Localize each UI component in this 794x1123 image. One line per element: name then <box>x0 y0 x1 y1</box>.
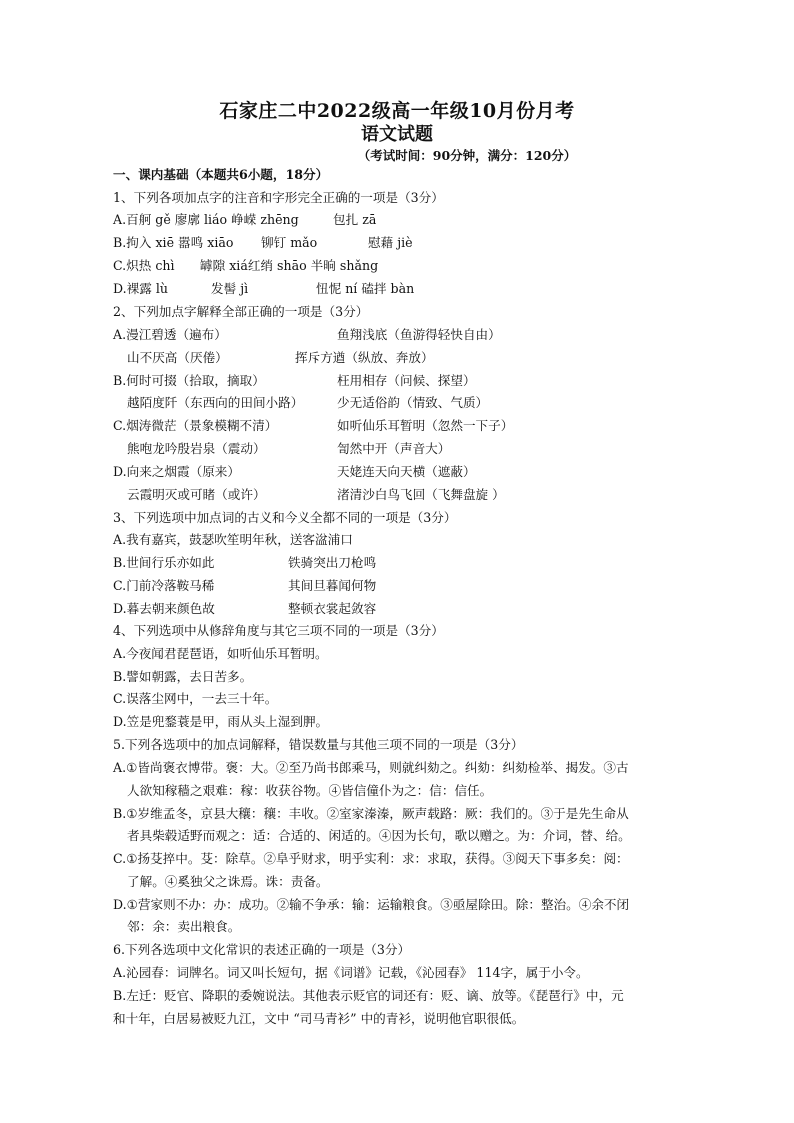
q1-b-part3: 慰藉 jiè <box>368 235 413 250</box>
q4-option-a: A.今夜闻君琵琶语，如听仙乐耳暂明。 <box>113 646 328 661</box>
q2-b1-right: 枉用相存（问候、探望） <box>337 373 476 388</box>
q2-a2-right: 挥斥方遒（纵放、奔放） <box>295 350 434 365</box>
q3-d-left: D.暮去朝来颜色故 <box>113 601 215 616</box>
q5-option-c-line2: 了解。④奚独父之诛焉。诛：责备。 <box>127 874 329 889</box>
q3-c-left: C.门前冷落鞍马稀 <box>113 578 215 593</box>
q3-option-d <box>113 600 377 618</box>
q3-b-left: B.世间行乐亦如此 <box>113 555 215 570</box>
q5-option-d-line2: 邻：余：卖出粮食。 <box>127 919 241 934</box>
q4-stem: 4、下列选项中从修辞角度与其它三项不同的一项是（3分） <box>113 623 444 638</box>
q1-a-part2: 包扎 zā <box>333 212 377 227</box>
q5-option-b-line1: B.①岁维孟冬，京县大穰：穰：丰收。②室家溱溱，厥声载路：厥：我们的。③于是先生命从 <box>113 806 629 821</box>
q5-stem: 5.下列各选项中的加点词解释，错误数量与其他三项不同的一项是（3分） <box>113 737 524 752</box>
q4-option-d: D.笠是兜鍪蓑是甲，雨从头上湿到胛。 <box>113 714 329 729</box>
q1-b-part2: 铆钉 mǎo <box>261 235 318 250</box>
section-heading: 一、课内基础（本题共6小题，18分） <box>113 167 329 182</box>
q2-option-b-line2 <box>127 394 489 412</box>
q1-c-part2: 罅隙 xiá红绡 shāo 半晌 shǎng <box>200 258 379 273</box>
q4-option-b: B.譬如朝露，去日苦多。 <box>113 669 253 684</box>
q1-option-c <box>113 257 379 275</box>
q3-option-b <box>113 554 377 572</box>
q5-option-a-line2: 人欲知稼穑之艰难：稼：收获谷物。④皆信僮仆为之：信：信任。 <box>127 783 493 798</box>
q1-option-b <box>113 234 413 252</box>
q1-c-part1: C.炽热 chì <box>113 258 175 273</box>
q2-d1-right: 天姥连天向天横（遮蔽） <box>337 464 476 479</box>
q2-b2-left: 越陌度阡（东西向的田间小路） <box>127 395 304 410</box>
q2-option-d-line1 <box>113 463 476 481</box>
q2-c1-right: 如听仙乐耳暂明（忽然一下子） <box>337 418 514 433</box>
exam-subtitle: 语文试题 <box>361 124 433 145</box>
q1-d-part3: 忸怩 ní 磕拌 bàn <box>316 281 415 296</box>
q6-option-a: A.沁园春：词牌名。词又叫长短句，据《词谱》记载，《沁园春》 114字，属于小令。 <box>113 965 589 980</box>
q3-c-right: 其间旦暮闻何物 <box>288 578 377 593</box>
q1-b-part1: B.拘入 xiē 嚣鸣 xiāo <box>113 235 234 250</box>
q1-stem: 1、下列各项加点字的注音和字形完全正确的一项是（3分） <box>113 190 444 205</box>
q2-option-c-line2 <box>127 440 451 458</box>
q3-d-right: 整顿衣裳起敛容 <box>288 601 377 616</box>
q2-a2-left: 山不厌高（厌倦） <box>127 350 228 365</box>
q5-option-c-line1: C.①扬芟捽中。芟：除草。②阜乎财求，明乎实利：求：求取，获得。③阅天下事多矣：阅： <box>113 851 629 866</box>
q1-option-a <box>113 211 377 229</box>
q6-option-b-line1: B.左迁：贬官、降职的委婉说法。其他表示贬官的词还有：贬、谪、放等。《琵琶行》中，元 <box>113 988 624 1003</box>
q2-option-b-line1 <box>113 372 476 390</box>
q2-b2-right: 少无适俗韵（情致、气质） <box>337 395 489 410</box>
q1-d-part2: 发髻 jì <box>211 281 249 296</box>
q4-option-c: C.误落尘网中，一去三十年。 <box>113 691 278 706</box>
exam-title: 石家庄二中2022级高一年级10月份月考 <box>219 100 575 122</box>
q2-option-a-line1 <box>113 326 501 344</box>
q2-c1-left: C.烟涛微茫（景象模糊不清） <box>113 418 278 433</box>
q2-d1-left: D.向来之烟霞（原来） <box>113 464 240 479</box>
q1-option-d <box>113 280 415 298</box>
q2-option-d-line2 <box>127 486 505 504</box>
q5-option-a-line1: A.①皆尚褒衣博带。褒：大。②至乃尚书郎乘马，则就纠劾之。纠劾：纠劾检举、揭发。③古 <box>113 760 629 775</box>
q2-d2-left: 云霞明灭或可睹（或许） <box>127 487 266 502</box>
q2-d2-right: 渚清沙白鸟飞回（飞舞盘旋 ） <box>337 487 505 502</box>
q2-c2-right: 訇然中开（声音大） <box>337 441 451 456</box>
q2-option-a-line2 <box>127 349 434 367</box>
q1-d-part1: D.裸露 lù <box>113 281 168 296</box>
q5-option-b-line2: 者具柴毂适野而观之：适：合适的、闲适的。④因为长句，歌以赠之。为：介词，替、给。 <box>127 828 631 843</box>
q3-option-a: A.我有嘉宾，鼓瑟吹笙明年秋，送客湓浦口 <box>113 532 353 547</box>
exam-info: （考试时间：90分钟，满分：120分） <box>357 148 577 163</box>
q6-option-b-line2: 和十年，白居易被贬九江，文中 “司马青衫” 中的青衫，说明他官职很低。 <box>113 1011 525 1026</box>
q2-stem: 2、下列加点字解释全部正确的一项是（3分） <box>113 304 369 319</box>
q2-option-c-line1 <box>113 417 514 435</box>
q2-c2-left: 熊咆龙吟殷岩泉（震动） <box>127 441 266 456</box>
q3-option-c <box>113 577 377 595</box>
q3-b-right: 铁骑突出刀枪鸣 <box>288 555 377 570</box>
q6-stem: 6.下列各选项中文化常识的表述正确的一项是（3分） <box>113 942 411 957</box>
q3-stem: 3、下列选项中加点词的古义和今义全都不同的一项是（3分） <box>113 510 457 525</box>
q2-a1-left: A.漫江碧透（遍布） <box>113 327 227 342</box>
q1-a-part1: A.百舸 gě 廖廓 liáo 峥嵘 zhēng <box>113 212 299 227</box>
q2-b1-left: B.何时可掇（拾取，摘取） <box>113 373 265 388</box>
q2-a1-right: 鱼翔浅底（鱼游得轻快自由） <box>337 327 501 342</box>
q5-option-d-line1: D.①营家则不办：办：成功。②输不争承：输：运输粮食。③亟屋除田。除：整治。④余不闭 <box>113 897 630 912</box>
